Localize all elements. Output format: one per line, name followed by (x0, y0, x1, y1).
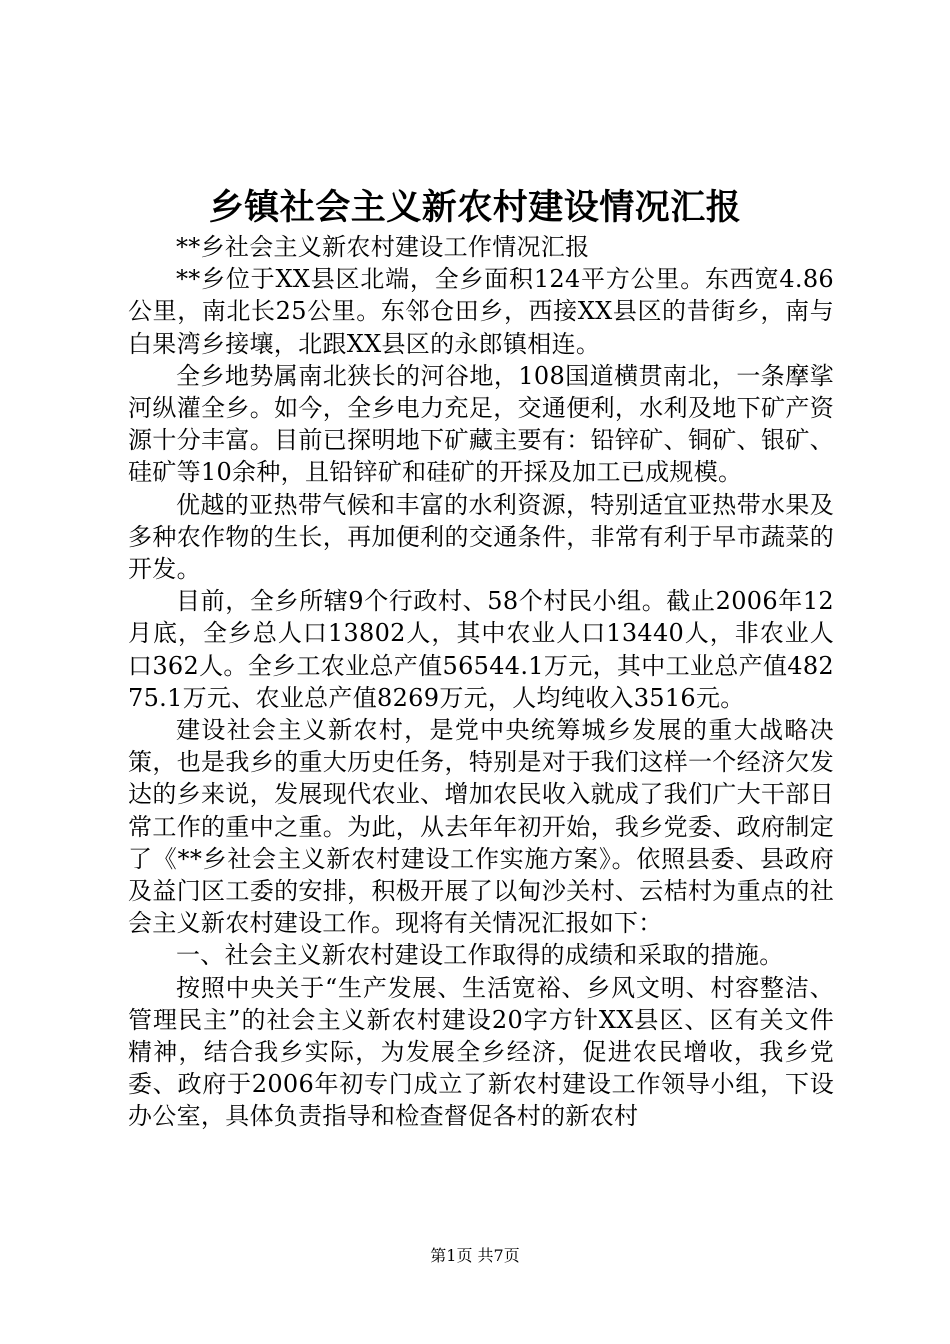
document-title: 乡镇社会主义新农村建设情况汇报 (208, 187, 742, 228)
paragraph-population: 目前，全乡所辖9个行政村、58个村民小组。截止2006年12月底，全乡总人口13802人，其中农业人口13440人，非农业人口362人。全乡工农业总产值56544.1万元，其中工业总产值48275.1万元、农业总产值8269万元，人均纯收入3516元。 (128, 587, 834, 712)
document-body (128, 231, 834, 1133)
page-number-footer: 第1页 共7页 (430, 1246, 520, 1265)
paragraph-terrain: 全乡地势属南北狭长的河谷地，108国道横贯南北，一条摩挲河纵灌全乡。如今，全乡电力充足，交通便利，水利及地下矿产资源十分丰富。目前已探明地下矿藏主要有：铅锌矿、铜矿、银矿、硅矿等10余种，且铅锌矿和硅矿的开採及加工已成规模。 (128, 361, 834, 487)
paragraph-location: **乡位于XX县区北端，全乡面积124平方公里。东西宽4.86公里，南北长25公里。东邻仓田乡，西接XX县区的昔街乡，南与白果湾乡接壤，北跟XX县区的永郎镇相连。 (128, 265, 834, 358)
paragraph-strategy: 建设社会主义新农村，是党中央统筹城乡发展的重大战略决策，也是我乡的重大历史任务，特别是对于我们这样一个经济欠发达的乡来说，发展现代农业、增加农民收入就成了我们广大干部日常工作的重中之重。为此，从去年年初开始，我乡党委、政府制定了《**乡社会主义新农村建设工作实施方案》。依照县委、县政府及益门区工委的安排，积极开展了以甸沙关村、云桔村为重点的社会主义新农村建设工作。现将有关情况汇报如下： (128, 716, 834, 938)
paragraph-section-heading: 一、社会主义新农村建设工作取得的成绩和采取的措施。 (176, 941, 784, 970)
paragraph-measures: 按照中央关于“生产发展、生活宽裕、乡风文明、村容整洁、管理民主”的社会主义新农村建设20字方针XX县区、区有关文件精神，结合我乡实际，为发展全乡经济，促进农民增收，我乡党委、政府于2006年初专门成立了新农村建设工作领导小组，下设办公室，具体负责指导和检查督促各村的新农村 (128, 973, 834, 1131)
paragraph-climate: 优越的亚热带气候和丰富的水利资源，特别适宜亚热带水果及多种农作物的生长，再加便利的交通条件，非常有利于早市蔬菜的开发。 (128, 490, 834, 584)
paragraph-subtitle: **乡社会主义新农村建设工作情况汇报 (176, 233, 590, 261)
